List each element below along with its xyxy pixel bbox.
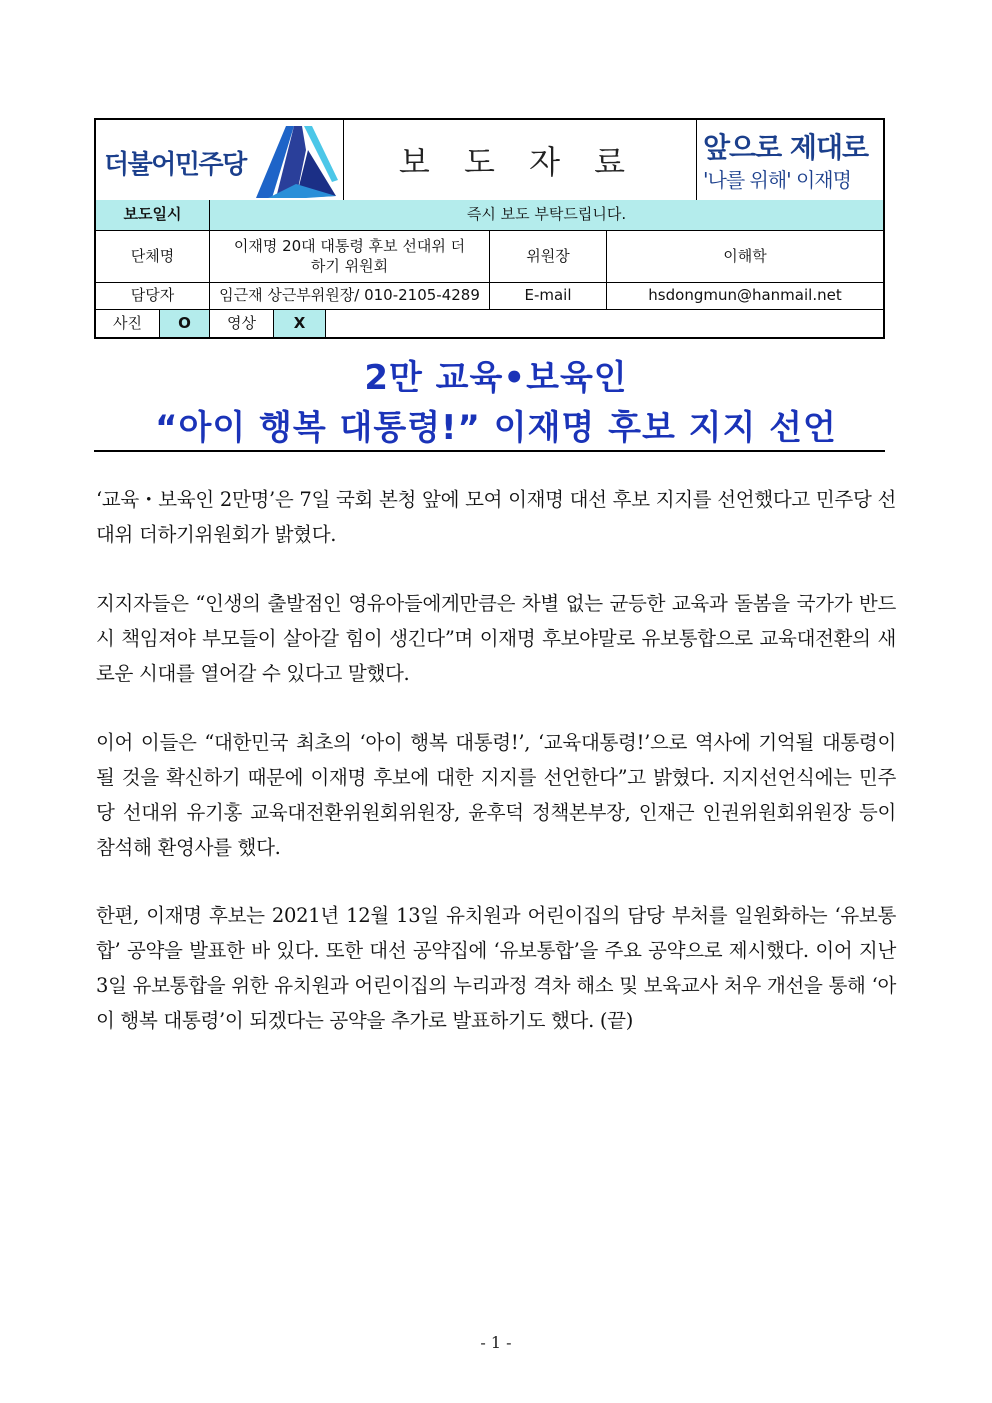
headline-divider	[94, 450, 885, 452]
release-date-row	[96, 200, 883, 231]
email-label: E-mail	[490, 283, 607, 309]
photo-value: O	[160, 310, 210, 337]
contact-label: 담당자	[96, 283, 210, 309]
page-number: - 1 -	[480, 1333, 512, 1352]
slogan-sub: '나를 위해' 이재명	[703, 168, 851, 192]
release-date-label: 보도일시	[96, 200, 210, 230]
party-logo	[96, 120, 344, 200]
slogan-logo	[696, 120, 884, 200]
chair-label: 위원장	[490, 231, 607, 282]
email-address: hsdongmun@hanmail.net	[648, 286, 842, 305]
header-top-row	[96, 120, 883, 201]
video-label: 영상	[210, 310, 274, 337]
release-date-value: 즉시 보도 부탁드립니다.	[466, 205, 627, 224]
chair-name: 이해학	[723, 246, 767, 265]
photo-label: 사진	[96, 310, 160, 337]
document-type-title: 보 도 자 료	[398, 143, 638, 181]
body-paragraph-2: 지지자들은 “인생의 출발점인 영유아들에게만큼은 차별 없는 균등한 교육과 돌봄을 국가가 반드시 책임져야 부모들이 살아갈 힘이 생긴다”며 이재명 후보야말로 유보통합으로 교육대전환의 새로운 시대를 열어갈 수 있다고 말했다.	[96, 592, 896, 685]
media-row	[96, 310, 883, 337]
organization-label: 단체명	[96, 231, 210, 282]
party-logo-text: 더불어민주당	[104, 150, 246, 180]
party-logo-mark-icon	[246, 120, 342, 200]
slogan-main: 앞으로 제대로	[703, 131, 869, 164]
contact-row	[96, 283, 883, 310]
body-paragraph-4: 한편, 이재명 후보는 2021년 12월 13일 유치원과 어린이집의 담당 부처를 일원화하는 ‘유보통합’ 공약을 발표한 바 있다. 또한 대선 공약집에 ‘유보통합’을 주요 공약으로 제시했다. 이어 지난 3일 유보통합을 위한 유치원과 어린이집의 누리과정 격차 해소 및 보육교사 처우 개선을 통해 ‘아이 행복 대통령’이 되겠다는 공약을 추가로 발표하기도 했다. (끝)	[96, 904, 896, 1032]
contact-person: 임근재 상근부위원장/ 010-2105-4289	[210, 283, 490, 309]
organization-name: 이재명 20대 대통령 후보 선대위 더하기 위원회	[210, 231, 490, 282]
body-paragraph-3: 이어 이들은 “대한민국 최초의 ‘아이 행복 대통령!’, ‘교육대통령!’으로 역사에 기억될 대통령이 될 것을 확신하기 때문에 이재명 후보에 대한 지지를 선언한다”고 밝혔다. 지지선언식에는 민주당 선대위 유기홍 교육대전환위원회위원장, 윤후덕 정책본부장, 인재근 인권위원회위원장 등이 참석해 환영사를 했다.	[96, 731, 896, 859]
body-paragraph-1: ‘교육・보육인 2만명’은 7일 국회 본청 앞에 모여 이재명 대선 후보 지지를 선언했다고 민주당 선대위 더하기위원회가 밝혔다.	[96, 488, 896, 546]
headline-line-1: 2만 교육•보육인	[364, 358, 628, 398]
headline-line-2: “아이 행복 대통령!” 이재명 후보 지지 선언	[155, 408, 837, 448]
organization-row	[96, 231, 883, 283]
press-release-header	[94, 118, 885, 339]
video-value: X	[274, 310, 326, 337]
